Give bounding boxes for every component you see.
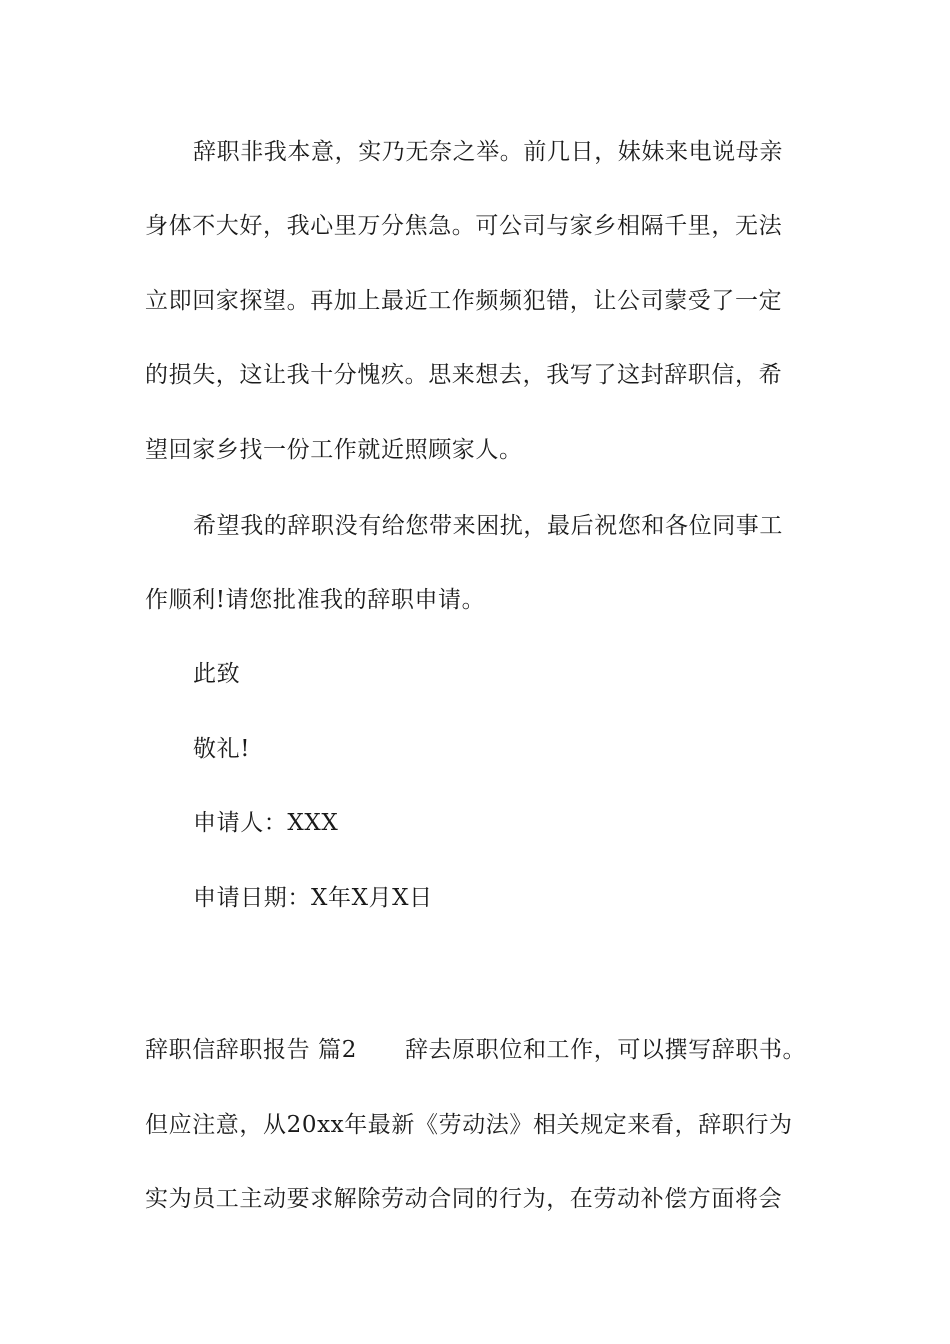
paragraph-1-line-3: 立即回家探望。再加上最近工作频频犯错，让公司蒙受了一定 <box>145 288 783 314</box>
paragraph-2-line-1: 希望我的辞职没有给您带来困扰，最后祝您和各位同事工 <box>193 513 783 539</box>
paragraph-1-line-1: 辞职非我本意，实乃无奈之举。前几日，妹妹来电说母亲 <box>193 139 783 165</box>
closing-salutation: 此致 <box>193 661 241 687</box>
section-2-first-line-text: 辞去原职位和工作，可以撰写辞职书。 <box>404 1037 807 1063</box>
section-2-first-line <box>145 1035 806 1065</box>
applicant-line: 申请人：XXX <box>193 810 339 836</box>
paragraph-1-line-2: 身体不大好，我心里万分焦急。可公司与家乡相隔千里，无法 <box>145 213 783 239</box>
date-line: 申请日期：X年X月X日 <box>193 885 433 911</box>
section-2-line-2: 但应注意，从20xx年最新《劳动法》相关规定来看，辞职行为 <box>145 1112 793 1138</box>
paragraph-1-line-5: 望回家乡找一份工作就近照顾家人。 <box>145 437 523 463</box>
closing-regards: 敬礼! <box>193 736 251 762</box>
section-2-line-3: 实为员工主动要求解除劳动合同的行为，在劳动补偿方面将会 <box>145 1186 783 1212</box>
paragraph-1-line-4: 的损失，这让我十分愧疚。思来想去，我写了这封辞职信，希 <box>145 362 783 388</box>
section-2-heading: 辞职信辞职报告 篇2 <box>145 1037 357 1063</box>
paragraph-2-line-2: 作顺利!请您批准我的辞职申请。 <box>145 587 486 613</box>
